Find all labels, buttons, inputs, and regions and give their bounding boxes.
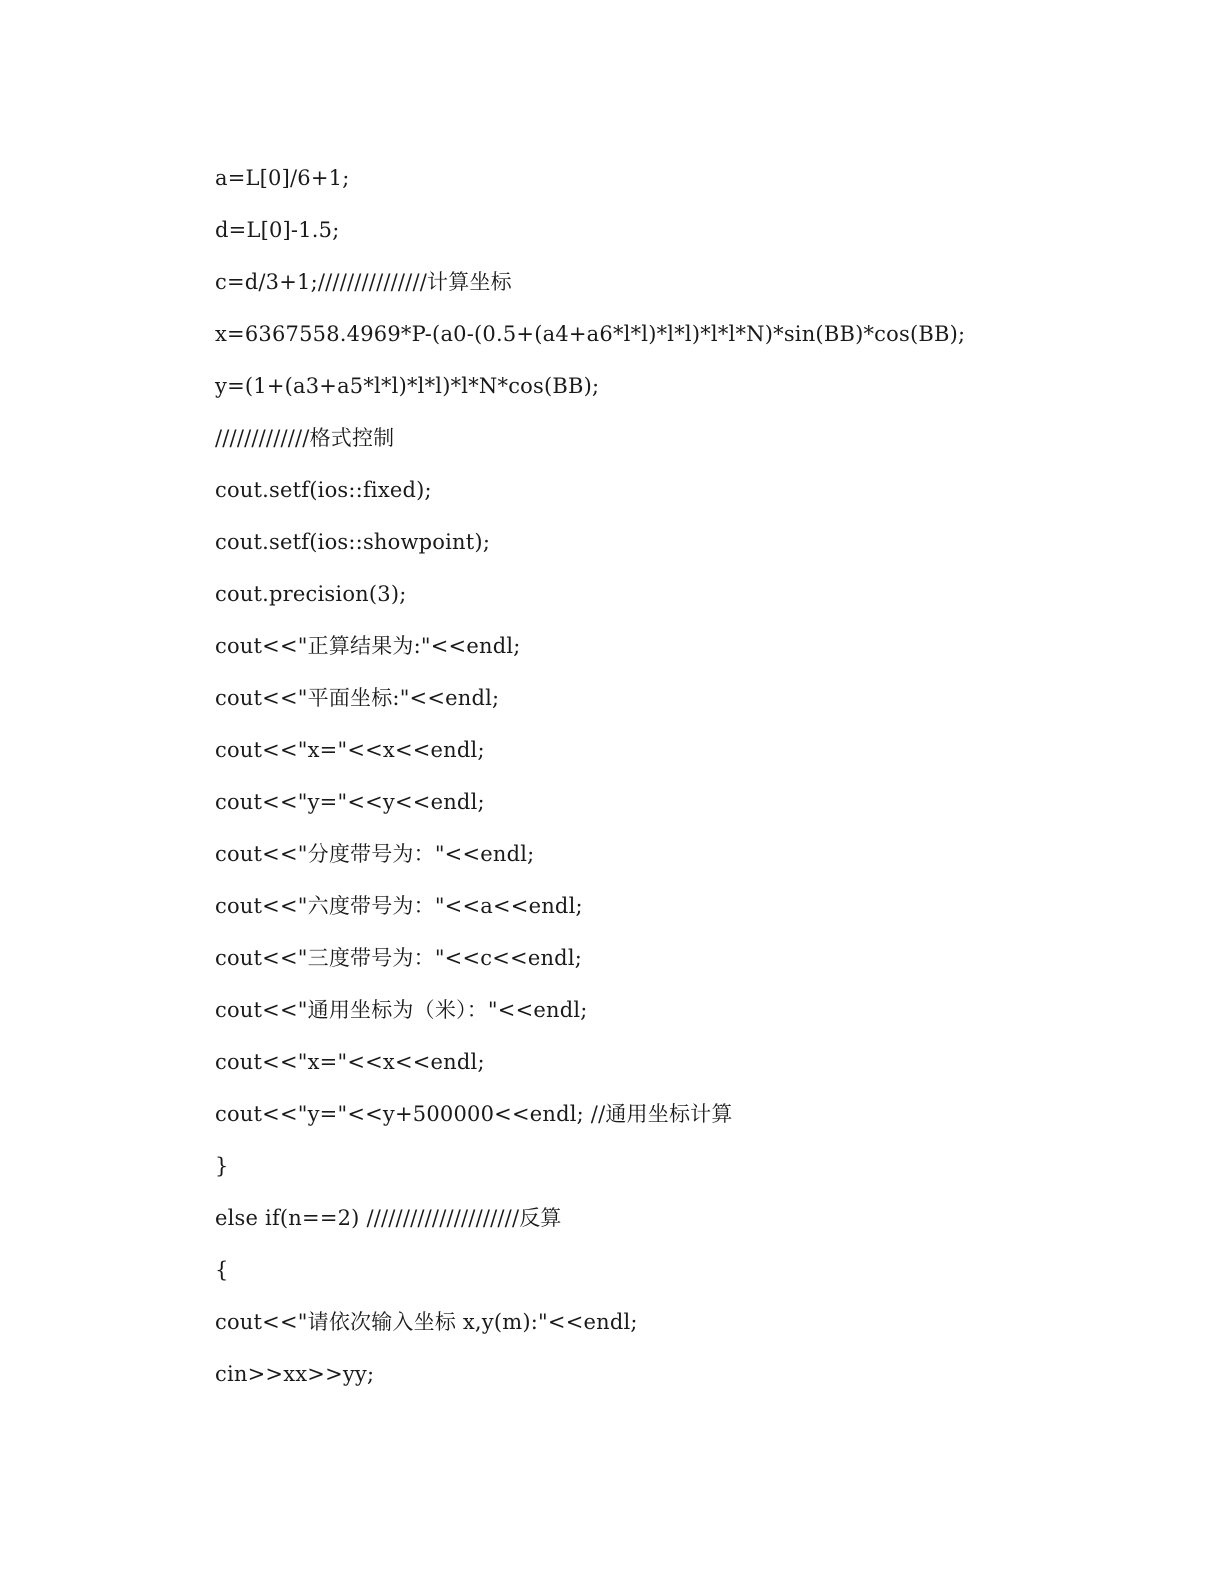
code-line: cout.setf(ios::fixed); xyxy=(215,478,432,502)
code-line: x=6367558.4969*P-(a0-(0.5+(a4+a6*l*l)*l*l)*l*l*N)*sin(BB)*cos(BB); xyxy=(215,322,966,346)
code-line: cout<<"y="<<y+500000<<endl; //通用坐标计算 xyxy=(215,1102,733,1126)
code-line: y=(1+(a3+a5*l*l)*l*l)*l*N*cos(BB); xyxy=(215,374,600,398)
code-line: else if(n==2) /////////////////////反算 xyxy=(215,1206,562,1230)
code-line: cout<<"三度带号为："<<c<<endl; xyxy=(215,946,583,970)
code-line: cout<<"x="<<x<<endl; xyxy=(215,1050,485,1074)
code-line: c=d/3+1;///////////////计算坐标 xyxy=(215,270,512,294)
code-line: cout<<"六度带号为："<<a<<endl; xyxy=(215,894,583,918)
code-line: a=L[0]/6+1; xyxy=(215,166,350,190)
code-line: cout.setf(ios::showpoint); xyxy=(215,530,491,554)
code-line: cout<<"分度带号为："<<endl; xyxy=(215,842,535,866)
code-line: cout.precision(3); xyxy=(215,582,407,606)
code-listing xyxy=(215,160,1175,1408)
code-line: cout<<"y="<<y<<endl; xyxy=(215,790,485,814)
code-line: cout<<"正算结果为:"<<endl; xyxy=(215,634,521,658)
code-line: d=L[0]-1.5; xyxy=(215,218,340,242)
code-line: cout<<"平面坐标:"<<endl; xyxy=(215,686,500,710)
code-line: /////////////格式控制 xyxy=(215,426,395,450)
code-line: cout<<"通用坐标为（米）："<<endl; xyxy=(215,998,588,1022)
code-line: } xyxy=(215,1154,229,1178)
code-line: cin>>xx>>yy; xyxy=(215,1362,375,1386)
code-line: cout<<"请依次输入坐标 x,y(m):"<<endl; xyxy=(215,1310,638,1334)
code-line: { xyxy=(215,1258,229,1282)
code-line: cout<<"x="<<x<<endl; xyxy=(215,738,485,762)
